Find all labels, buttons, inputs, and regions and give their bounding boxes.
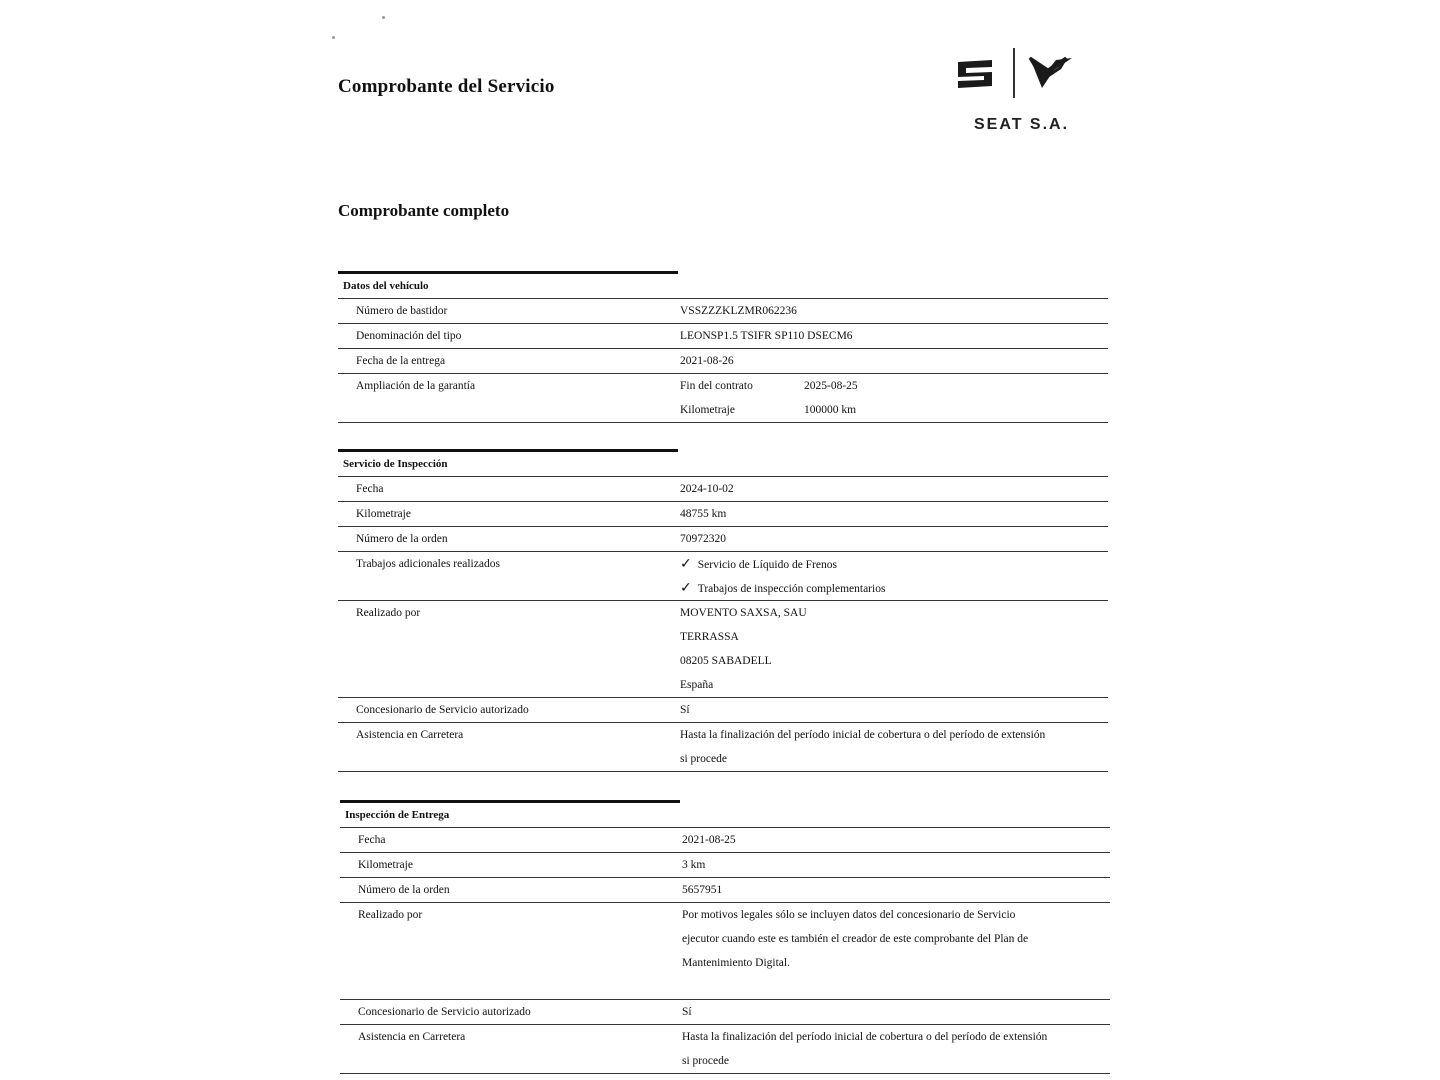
section-heading: Inspección de Entrega xyxy=(340,803,1110,828)
row-value xyxy=(682,903,1110,999)
value-line: VSSZZZKLZMR062236 xyxy=(680,305,797,317)
seat-cupra-logo xyxy=(952,48,1080,138)
row-value xyxy=(682,1025,1110,1073)
table-row xyxy=(338,552,1108,601)
value-line: 08205 SABADELL xyxy=(680,655,772,667)
table-row xyxy=(338,502,1108,527)
value-line: 48755 km xyxy=(680,508,727,520)
pair-value: 2025-08-25 xyxy=(804,380,858,392)
row-value xyxy=(680,723,1108,771)
table-row xyxy=(340,853,1110,878)
pair-key: Kilometraje xyxy=(680,404,735,416)
value-line: 70972320 xyxy=(680,533,726,545)
checkmark-icon: ✓ xyxy=(680,580,692,596)
table-row xyxy=(338,723,1108,772)
pair-key: Fin del contrato xyxy=(680,380,753,392)
table-row xyxy=(338,527,1108,552)
page-title: Comprobante del Servicio xyxy=(338,76,555,97)
scan-speck xyxy=(382,16,385,19)
table-row xyxy=(340,878,1110,903)
value-line: MOVENTO SAXSA, SAU xyxy=(680,607,807,619)
inspection-service-section xyxy=(338,449,1108,772)
row-value xyxy=(680,374,1108,422)
value-line: Mantenimiento Digital. xyxy=(682,957,790,969)
row-value xyxy=(682,853,1110,877)
table-row xyxy=(340,1000,1110,1025)
row-label: Trabajos adicionales realizados xyxy=(356,558,500,570)
table-row xyxy=(338,374,1108,423)
table-row xyxy=(338,299,1108,324)
vehicle-data-section xyxy=(338,271,1108,423)
value-pair xyxy=(680,374,1108,398)
value-line: si procede xyxy=(682,1055,729,1067)
section-title: Comprobante completo xyxy=(338,201,510,220)
value-line xyxy=(682,975,1110,999)
row-label: Número de la orden xyxy=(356,533,448,545)
table-row xyxy=(338,477,1108,502)
value-line: LEONSP1.5 TSIFR SP110 DSECM6 xyxy=(680,330,853,342)
section-heading: Datos del vehículo xyxy=(338,274,1108,299)
table-row xyxy=(338,349,1108,374)
row-value xyxy=(680,477,1108,501)
row-value xyxy=(680,552,1108,600)
check-line xyxy=(680,552,1108,576)
value-line: 5657951 xyxy=(682,884,723,896)
brand-text: SEAT S.A. xyxy=(974,116,1070,133)
row-label: Kilometraje xyxy=(356,508,411,520)
row-label: Fecha xyxy=(356,483,384,495)
row-value xyxy=(680,349,1108,373)
row-value xyxy=(680,299,1108,323)
value-line: 2021-08-26 xyxy=(680,355,734,367)
checkmark-icon: ✓ xyxy=(680,556,692,572)
table-row xyxy=(340,828,1110,853)
row-label: Concesionario de Servicio autorizado xyxy=(358,1006,531,1018)
value-line: Sí xyxy=(682,1006,692,1018)
section-heading: Servicio de Inspección xyxy=(338,452,1108,477)
row-value xyxy=(680,698,1108,722)
table-row xyxy=(338,698,1108,723)
table-row xyxy=(338,324,1108,349)
row-label: Denominación del tipo xyxy=(356,330,462,342)
table-row xyxy=(340,1025,1110,1074)
row-value xyxy=(682,1000,1110,1024)
row-label: Kilometraje xyxy=(358,859,413,871)
value-pair xyxy=(680,398,1108,422)
value-line: 2024-10-02 xyxy=(680,483,734,495)
pair-value: 100000 km xyxy=(804,404,857,416)
row-label: Realizado por xyxy=(356,607,421,619)
scan-speck xyxy=(332,36,335,39)
row-label: Fecha xyxy=(358,834,386,846)
brand-logo-icon xyxy=(952,48,1080,108)
value-line: TERRASSA xyxy=(680,631,739,643)
row-value xyxy=(682,828,1110,852)
row-value xyxy=(680,527,1108,551)
row-value xyxy=(680,324,1108,348)
row-label: Número de la orden xyxy=(358,884,450,896)
value-line: si procede xyxy=(680,753,727,765)
value-line: ejecutor cuando este es también el creador de este comprobante del Plan de xyxy=(682,933,1029,945)
row-label: Concesionario de Servicio autorizado xyxy=(356,704,529,716)
row-label: Ampliación de la garantía xyxy=(356,380,476,392)
row-label: Número de bastidor xyxy=(356,305,448,317)
check-line xyxy=(680,576,1108,600)
row-value xyxy=(682,878,1110,902)
delivery-inspection-section xyxy=(340,800,1110,1074)
table-row xyxy=(340,903,1110,1000)
value-line: España xyxy=(680,679,714,691)
row-label: Fecha de la entrega xyxy=(356,355,446,367)
value-line: Hasta la finalización del período inicial de cobertura o del período de extensión xyxy=(682,1031,1048,1043)
row-value xyxy=(680,502,1108,526)
row-label: Asistencia en Carretera xyxy=(358,1031,466,1043)
check-text: Trabajos de inspección complementarios xyxy=(697,583,886,595)
value-line: Por motivos legales sólo se incluyen datos del concesionario de Servicio xyxy=(682,909,1016,921)
row-label: Realizado por xyxy=(358,909,423,921)
value-line: 3 km xyxy=(682,859,706,871)
row-label: Asistencia en Carretera xyxy=(356,729,464,741)
check-text: Servicio de Líquido de Frenos xyxy=(697,559,837,571)
row-value xyxy=(680,601,1108,697)
value-line: Hasta la finalización del período inicial de cobertura o del período de extensión xyxy=(680,729,1046,741)
table-row xyxy=(338,601,1108,698)
value-line: 2021-08-25 xyxy=(682,834,736,846)
value-line: Sí xyxy=(680,704,690,716)
